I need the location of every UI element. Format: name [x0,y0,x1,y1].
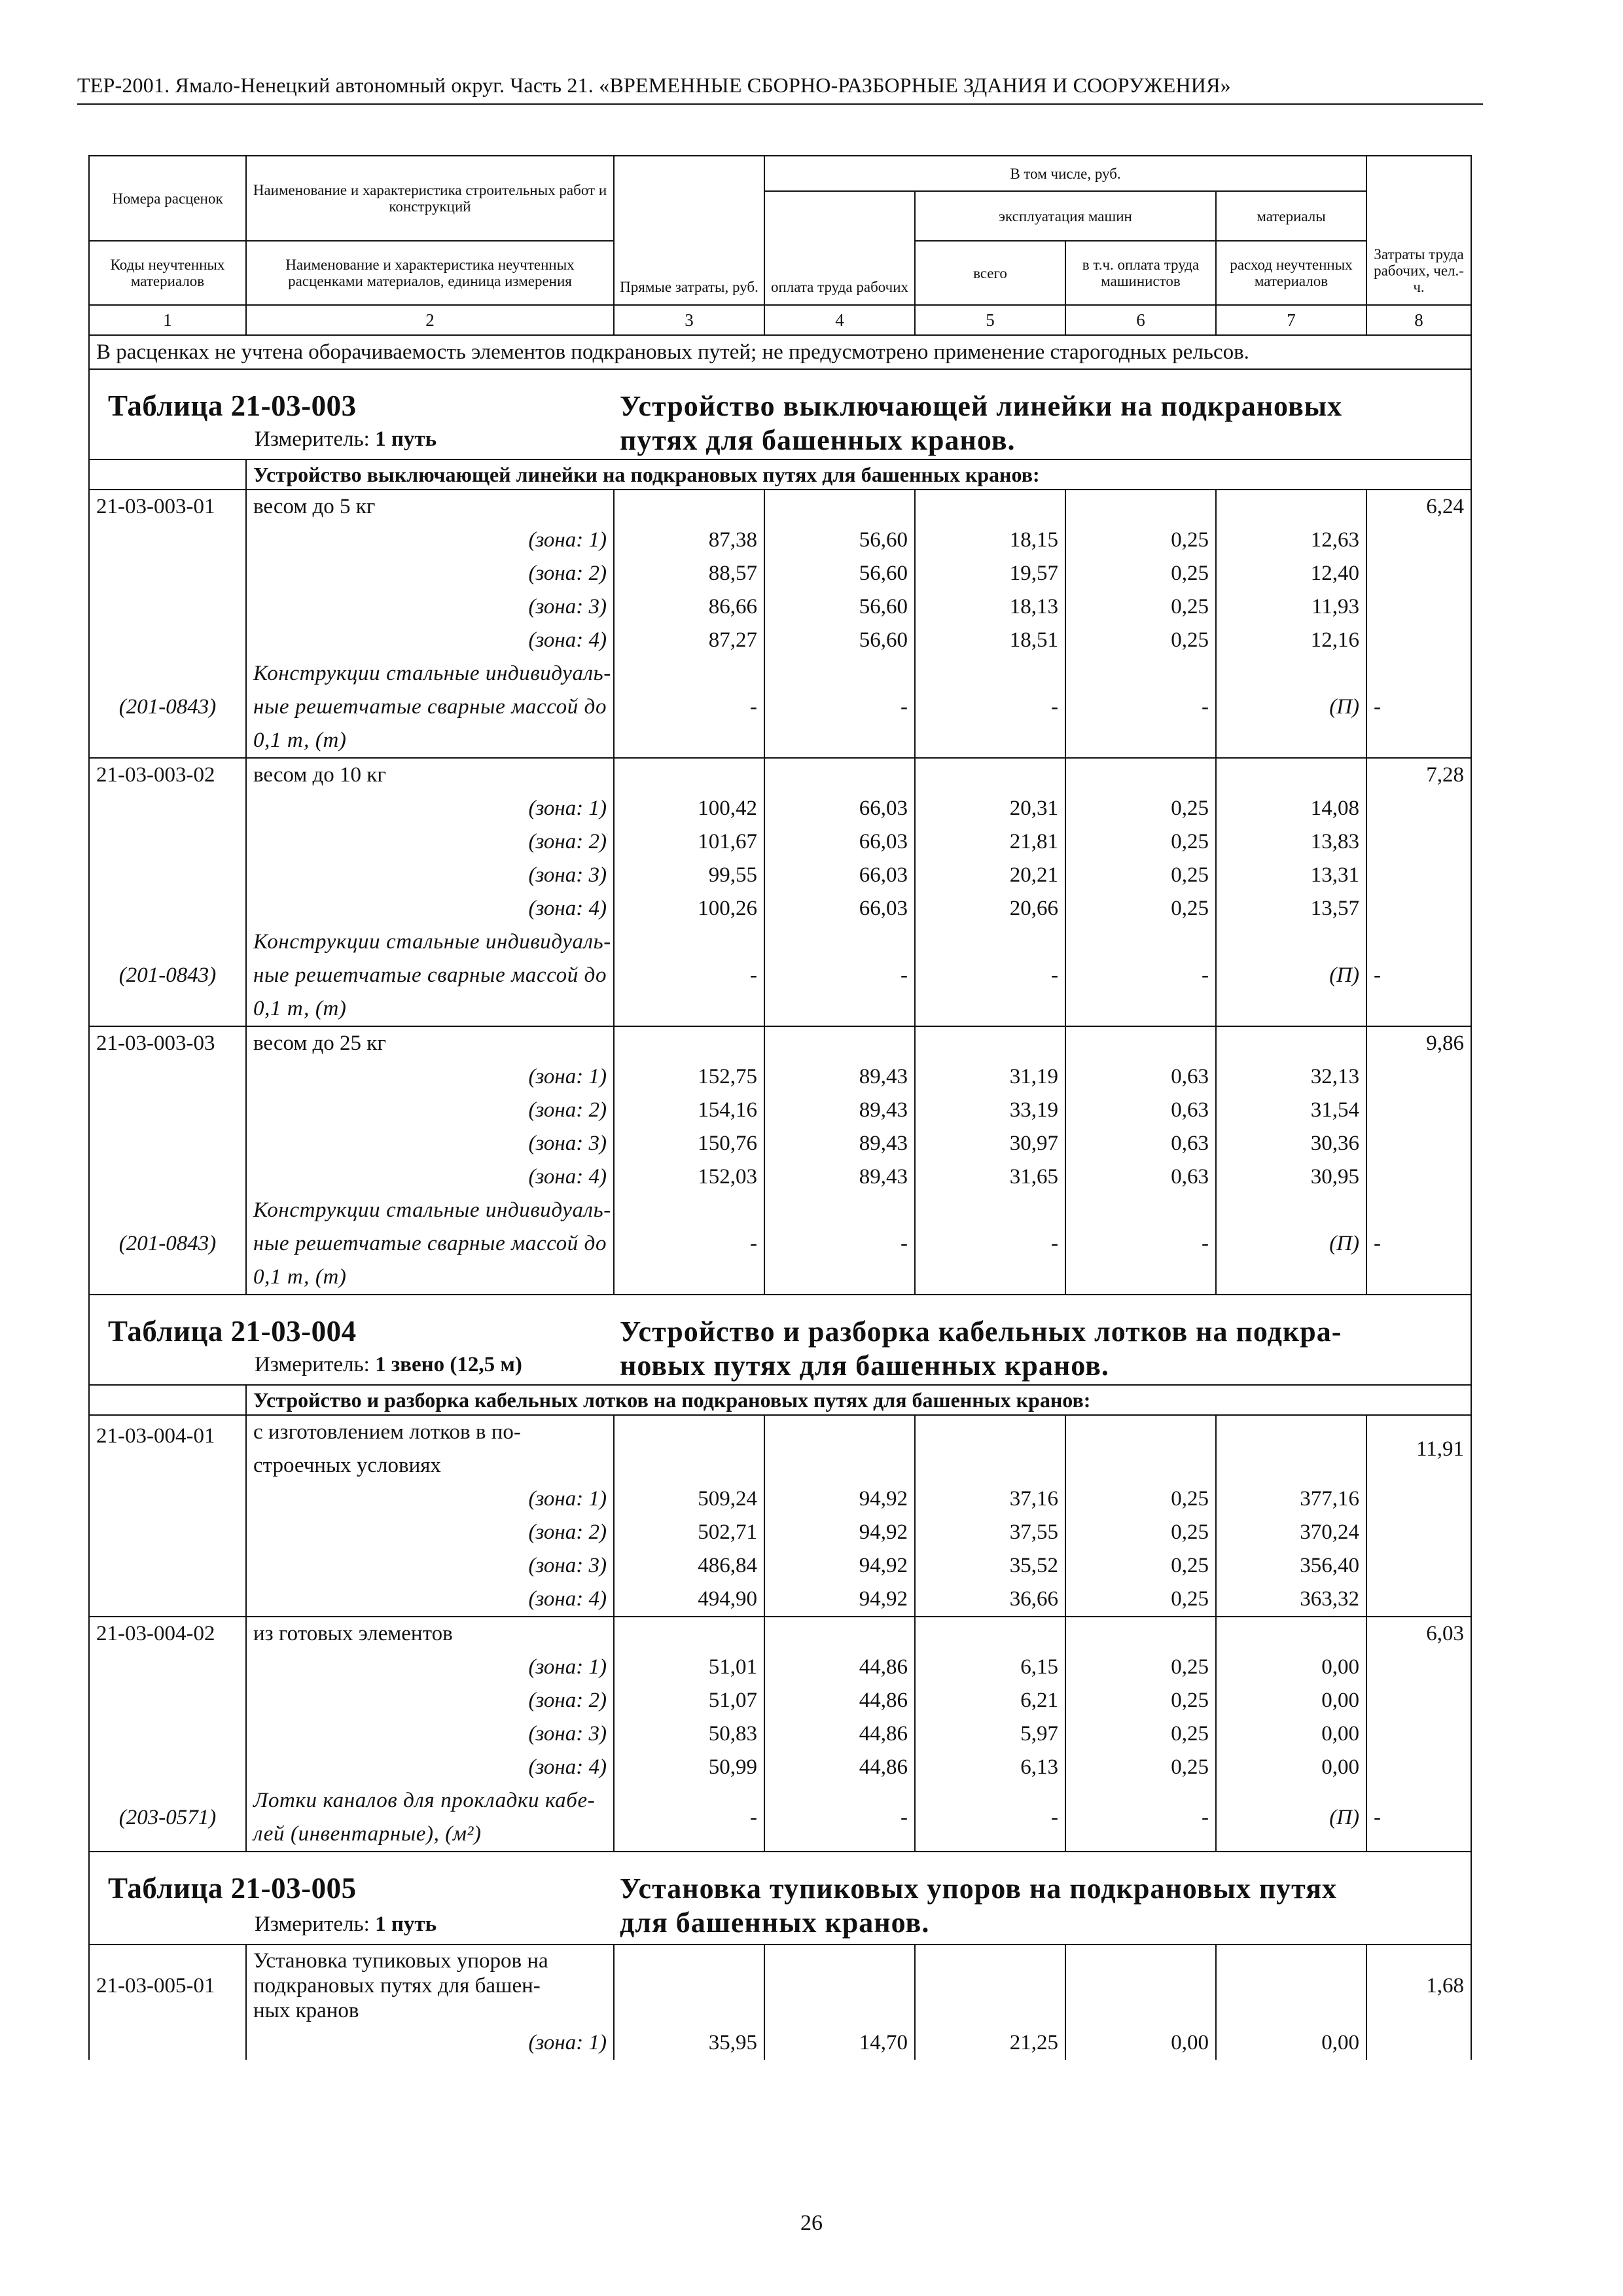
materials: 12,63 [1216,524,1366,557]
material-code: (203-0571) [89,1784,246,1852]
machinists-wages: 0,25 [1065,624,1216,657]
machinists-wages: 0,63 [1065,1094,1216,1127]
table-title-row [89,1295,1471,1385]
materials: 31,54 [1216,1094,1366,1127]
wages: 56,60 [764,557,915,590]
zone-label: (зона: 1) [246,792,614,825]
header-rule [77,103,1483,105]
direct-cost: 86,66 [614,590,764,624]
table-row [89,859,1471,892]
header-col7: расход неучтенных материалов [1216,241,1366,305]
machines-total: 31,65 [915,1160,1065,1194]
material-desc: Конструкции стальные индивидуаль- ные решетчатые сварные массой до 0,1 т, (т) [246,1194,614,1295]
zone-label: (зона: 4) [246,1160,614,1194]
material-desc: Конструкции стальные индивидуаль- ные решетчатые сварные массой до 0,1 т, (т) [246,925,614,1026]
machines-total: 20,66 [915,892,1065,925]
materials: 13,83 [1216,825,1366,859]
machinists-wages: 0,63 [1065,1160,1216,1194]
wages: 66,03 [764,825,915,859]
table-unit: Измеритель: 1 путь [255,1912,437,1936]
wages: 44,86 [764,1651,915,1684]
dash: - [1065,657,1216,758]
wages: 66,03 [764,892,915,925]
machines-total: 18,15 [915,524,1065,557]
wages: 56,60 [764,590,915,624]
table-row [89,624,1471,657]
materials: 0,00 [1216,1684,1366,1717]
rate-code: 21-03-003-01 [89,490,246,524]
materials: 12,40 [1216,557,1366,590]
section-row [89,1385,1471,1415]
machines-total: 21,81 [915,825,1065,859]
wages: 94,92 [764,1516,915,1549]
labor-cost: 7,28 [1366,758,1471,792]
table-row [89,1583,1471,1617]
direct-cost: 35,95 [614,2026,764,2060]
note-text: В расценках не учтена оборачиваемость элементов подкрановых путей; не предусмотрено применение старогодных рельсов. [89,335,1471,369]
labor-cost: 1,68 [1366,1945,1471,2026]
wages: 44,86 [764,1684,915,1717]
table-row [89,1651,1471,1684]
machinists-wages: 0,25 [1065,524,1216,557]
header-index: 3 [614,305,764,335]
materials: 0,00 [1216,2026,1366,2060]
machinists-wages: 0,25 [1065,792,1216,825]
table-row [89,557,1471,590]
wages: 94,92 [764,1549,915,1583]
material-row [89,657,1471,758]
dash: - [1065,1784,1216,1852]
header-index-row [89,305,1471,335]
machinists-wages: 0,25 [1065,1751,1216,1784]
header-index: 6 [1065,305,1216,335]
rate-code: 21-03-004-02 [89,1617,246,1651]
rate-desc: весом до 5 кг [246,490,614,524]
machines-total: 6,21 [915,1684,1065,1717]
rate-code: 21-03-003-02 [89,758,246,792]
direct-cost: 150,76 [614,1127,764,1160]
machines-total: 18,51 [915,624,1065,657]
note-row [89,335,1471,369]
labor-cost: 6,24 [1366,490,1471,524]
materials: 13,31 [1216,859,1366,892]
zone-label: (зона: 2) [246,825,614,859]
rate-desc: весом до 10 кг [246,758,614,792]
machines-total: 5,97 [915,1717,1065,1751]
machines-total: 31,19 [915,1060,1065,1094]
rate-desc: из готовых элементов [246,1617,614,1651]
running-head: ТЕР-2001. Ямало-Ненецкий автономный округ. Часть 21. «ВРЕМЕННЫЕ СБОРНО-РАЗБОРНЫЕ ЗДАНИЯ И СООРУЖЕНИЯ» [77,73,1231,97]
wages: 44,86 [764,1751,915,1784]
machines-total: 6,13 [915,1751,1065,1784]
table-row [89,524,1471,557]
rate-code: 21-03-004-01 [89,1415,246,1482]
zone-label: (зона: 1) [246,1651,614,1684]
direct-cost: 101,67 [614,825,764,859]
dash: - [915,657,1065,758]
materials: 363,32 [1216,1583,1366,1617]
machines-total: 20,31 [915,792,1065,825]
zone-label: (зона: 2) [246,1516,614,1549]
header-index: 8 [1366,305,1471,335]
zone-label: (зона: 1) [246,1482,614,1516]
wages: 89,43 [764,1160,915,1194]
dash: - [764,657,915,758]
direct-cost: 509,24 [614,1482,764,1516]
dash: - [614,657,764,758]
materials: 13,57 [1216,892,1366,925]
dash: - [1366,657,1471,758]
table-row [89,1751,1471,1784]
machinists-wages: 0,25 [1065,557,1216,590]
page-number: 26 [800,2211,823,2235]
header-materials: материалы [1216,191,1366,241]
materials: 32,13 [1216,1060,1366,1094]
table-name: Установка тупиковых упоров на подкрановых путях для башенных кранов. [620,1873,1338,1939]
direct-cost: 154,16 [614,1094,764,1127]
table-title: Таблица 21-03-003 [108,389,357,422]
direct-cost: 494,90 [614,1583,764,1617]
table-unit: Измеритель: 1 путь [255,427,437,451]
dash: - [764,1194,915,1295]
materials: 11,93 [1216,590,1366,624]
table-row [89,1684,1471,1717]
labor-cost: 9,86 [1366,1026,1471,1060]
materials: 377,16 [1216,1482,1366,1516]
rate-desc: весом до 25 кг [246,1026,614,1060]
materials: 0,00 [1216,1751,1366,1784]
table-row [89,590,1471,624]
machinists-wages: 0,25 [1065,1516,1216,1549]
dash: - [764,925,915,1026]
material-code: (201-0843) [89,925,246,1026]
machines-total: 30,97 [915,1127,1065,1160]
wages: 56,60 [764,524,915,557]
table-row [89,1717,1471,1751]
machinists-wages: 0,00 [1065,2026,1216,2060]
material-flag: (П) [1216,1194,1366,1295]
table-title: Таблица 21-03-004 [108,1315,357,1348]
labor-cost: 6,03 [1366,1617,1471,1651]
material-row [89,1194,1471,1295]
wages: 56,60 [764,624,915,657]
table-name: Устройство и разборка кабельных лотков на подкра- новых путях для башенных кранов. [620,1316,1342,1382]
material-row [89,1784,1471,1852]
header-col6: в т.ч. оплата труда машинистов [1065,241,1216,305]
wages: 89,43 [764,1060,915,1094]
material-desc: Лотки каналов для прокладки кабе- лей (инвентарные), (м²) [246,1784,614,1852]
materials: 0,00 [1216,1651,1366,1684]
zone-label: (зона: 2) [246,1094,614,1127]
table-row [89,1094,1471,1127]
zone-label: (зона: 2) [246,557,614,590]
direct-cost: 152,75 [614,1060,764,1094]
machines-total: 36,66 [915,1583,1065,1617]
header-col2-top: Наименование и характеристика строительных работ и конструкций [246,156,614,241]
machines-total: 35,52 [915,1549,1065,1583]
table-row [89,1160,1471,1194]
table-row [89,1060,1471,1094]
materials: 370,24 [1216,1516,1366,1549]
header-index: 4 [764,305,915,335]
table-row [89,2026,1471,2060]
header-index: 5 [915,305,1065,335]
direct-cost: 87,38 [614,524,764,557]
table-row [89,758,1471,792]
materials: 30,95 [1216,1160,1366,1194]
direct-cost: 100,42 [614,792,764,825]
table-row [89,1945,1471,2026]
wages: 94,92 [764,1482,915,1516]
zone-label: (зона: 3) [246,1549,614,1583]
zone-label: (зона: 3) [246,1717,614,1751]
header-index: 7 [1216,305,1366,335]
section-title: Устройство и разборка кабельных лотков на подкрановых путях для башенных кранов: [246,1385,1471,1415]
materials: 0,00 [1216,1717,1366,1751]
dash: - [614,1784,764,1852]
machines-total: 37,55 [915,1516,1065,1549]
header-incl: В том числе, руб. [764,156,1366,191]
labor-cost: 11,91 [1366,1415,1471,1482]
table-unit: Измеритель: 1 звено (12,5 м) [255,1353,522,1376]
material-code: (201-0843) [89,657,246,758]
dash: - [1065,1194,1216,1295]
direct-cost: 87,27 [614,624,764,657]
direct-cost: 152,03 [614,1160,764,1194]
table-row [89,892,1471,925]
material-row [89,925,1471,1026]
machinists-wages: 0,63 [1065,1060,1216,1094]
header-index: 2 [246,305,614,335]
machinists-wages: 0,25 [1065,1684,1216,1717]
header-col5: всего [915,241,1065,305]
dash: - [1065,925,1216,1026]
direct-cost: 99,55 [614,859,764,892]
dash: - [764,1784,915,1852]
section-row [89,459,1471,490]
wages: 66,03 [764,859,915,892]
section-title: Устройство выключающей линейки на подкрановых путях для башенных кранов: [246,459,1471,490]
rate-desc: с изготовлением лотков в по- строечных условиях [246,1415,614,1482]
machines-total: 21,25 [915,2026,1065,2060]
zone-label: (зона: 4) [246,1583,614,1617]
direct-cost: 486,84 [614,1549,764,1583]
wages: 94,92 [764,1583,915,1617]
dash: - [915,1784,1065,1852]
machinists-wages: 0,25 [1065,1583,1216,1617]
machinists-wages: 0,25 [1065,1717,1216,1751]
header-row-1 [89,156,1471,191]
materials: 30,36 [1216,1127,1366,1160]
zone-label: (зона: 2) [246,1684,614,1717]
wages: 89,43 [764,1127,915,1160]
materials: 14,08 [1216,792,1366,825]
zone-label: (зона: 3) [246,1127,614,1160]
zone-label: (зона: 4) [246,1751,614,1784]
dash: - [614,925,764,1026]
material-flag: (П) [1216,657,1366,758]
machinists-wages: 0,63 [1065,1127,1216,1160]
table-row [89,1026,1471,1060]
table-row [89,490,1471,524]
rate-code: 21-03-005-01 [89,1945,246,2026]
table-row [89,1127,1471,1160]
zone-label: (зона: 1) [246,1060,614,1094]
machinists-wages: 0,25 [1065,859,1216,892]
header-machines: эксплуатация машин [915,191,1216,241]
table-title-row [89,369,1471,459]
dash: - [915,925,1065,1026]
machinists-wages: 0,25 [1065,1482,1216,1516]
machinists-wages: 0,25 [1065,590,1216,624]
header-col4: оплата труда рабочих [764,191,915,305]
table-row [89,1549,1471,1583]
machinists-wages: 0,25 [1065,825,1216,859]
machinists-wages: 0,25 [1065,1651,1216,1684]
machinists-wages: 0,25 [1065,1549,1216,1583]
direct-cost: 51,07 [614,1684,764,1717]
dash: - [1366,1194,1471,1295]
zone-label: (зона: 3) [246,590,614,624]
table-row [89,1617,1471,1651]
direct-cost: 502,71 [614,1516,764,1549]
zone-label: (зона: 1) [246,2026,614,2060]
wages: 14,70 [764,2026,915,2060]
material-flag: (П) [1216,925,1366,1026]
zone-label: (зона: 4) [246,624,614,657]
header-col3: Прямые затраты, руб. [614,156,764,305]
zone-label: (зона: 4) [246,892,614,925]
materials: 356,40 [1216,1549,1366,1583]
direct-cost: 50,83 [614,1717,764,1751]
table-row [89,825,1471,859]
wages: 66,03 [764,792,915,825]
header-col2-bottom: Наименование и характеристика неучтенных расценками материалов, единица измерения [246,241,614,305]
machines-total: 37,16 [915,1482,1065,1516]
table-name: Устройство выключающей линейки на подкрановых путях для башенных кранов. [620,390,1343,456]
materials: 12,16 [1216,624,1366,657]
machinists-wages: 0,25 [1065,892,1216,925]
table-row [89,1482,1471,1516]
header-index: 1 [89,305,246,335]
wages: 44,86 [764,1717,915,1751]
dash: - [1366,925,1471,1026]
material-code: (201-0843) [89,1194,246,1295]
machines-total: 20,21 [915,859,1065,892]
direct-cost: 50,99 [614,1751,764,1784]
direct-cost: 88,57 [614,557,764,590]
machines-total: 19,57 [915,557,1065,590]
zone-label: (зона: 3) [246,859,614,892]
machines-total: 6,15 [915,1651,1065,1684]
rate-desc: Установка тупиковых упоров на подкрановых путях для башен- ных кранов [246,1945,614,2026]
table-row [89,1415,1471,1482]
header-col1-bottom: Коды неучтенных материалов [89,241,246,305]
dash: - [614,1194,764,1295]
table-title: Таблица 21-03-005 [108,1872,357,1905]
material-flag: (П) [1216,1784,1366,1852]
dash: - [1366,1784,1471,1852]
table-row [89,792,1471,825]
header-col1-top: Номера расценок [89,156,246,241]
header-col8: Затраты труда рабочих, чел.-ч. [1366,156,1471,305]
table-row [89,1516,1471,1549]
machines-total: 33,19 [915,1094,1065,1127]
zone-label: (зона: 1) [246,524,614,557]
material-desc: Конструкции стальные индивидуаль- ные решетчатые сварные массой до 0,1 т, (т) [246,657,614,758]
dash: - [915,1194,1065,1295]
direct-cost: 51,01 [614,1651,764,1684]
rates-table [88,155,1472,2060]
table-title-row [89,1852,1471,1945]
machines-total: 18,13 [915,590,1065,624]
direct-cost: 100,26 [614,892,764,925]
rate-code: 21-03-003-03 [89,1026,246,1060]
wages: 89,43 [764,1094,915,1127]
